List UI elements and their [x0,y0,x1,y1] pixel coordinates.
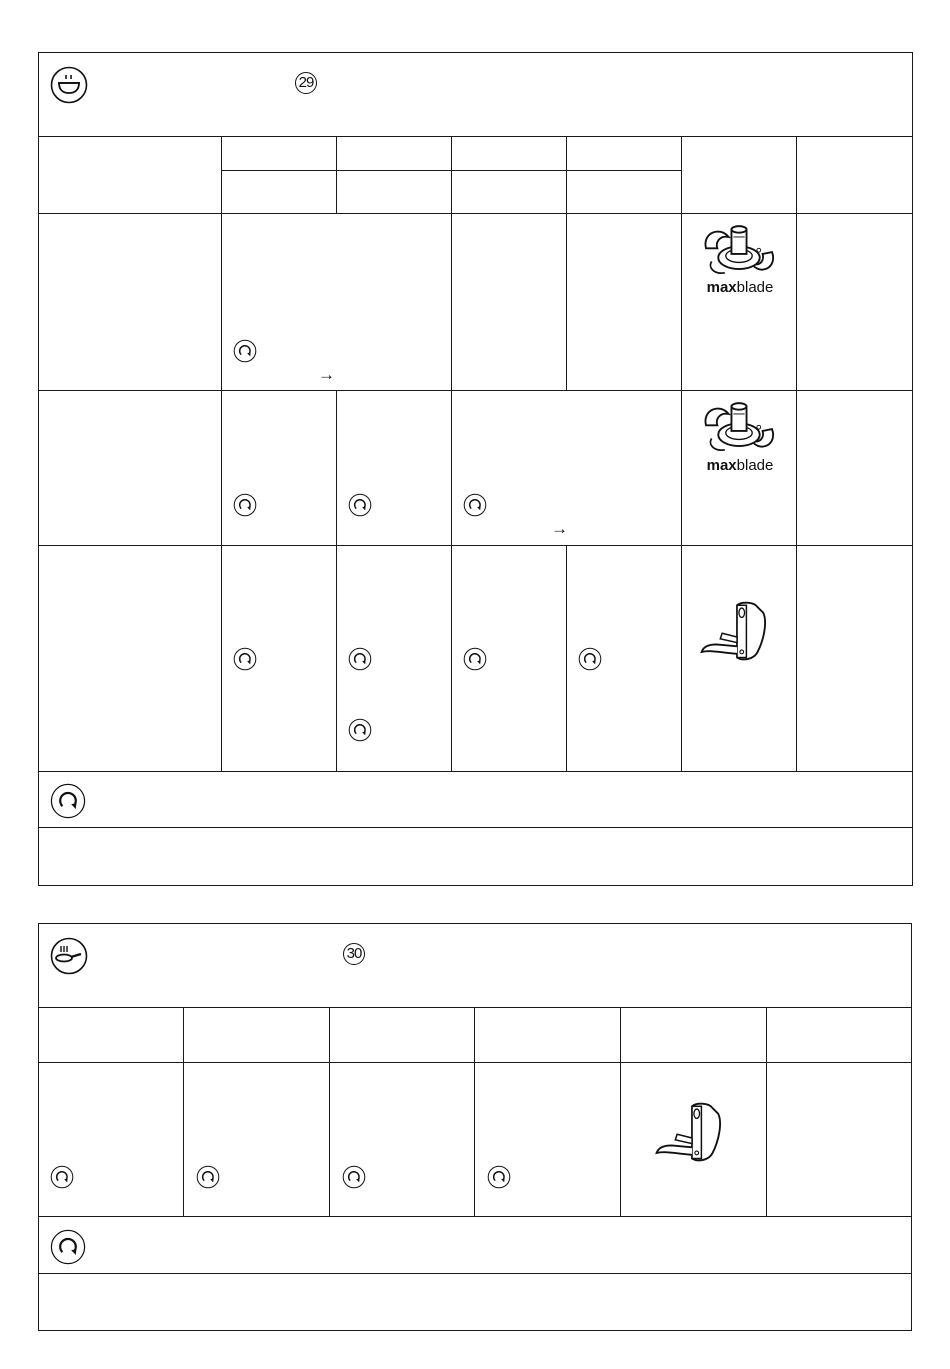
pulse-rotate-icon [348,493,372,517]
row-divider [39,545,912,546]
pulse-rotate-icon [487,1165,511,1189]
row-divider [39,827,912,828]
column-divider [183,1007,184,1216]
row-divider [39,1273,911,1274]
row-divider [39,1062,911,1063]
row-divider [39,1007,911,1008]
section-number-badge: 30 [343,943,365,965]
maxblade-logo: maxblade [706,279,774,296]
column-divider [221,136,222,771]
pulse-rotate-icon [233,647,257,671]
column-divider [329,1007,330,1216]
pulse-rotate-icon [578,647,602,671]
section-panel-pan [38,923,912,1331]
pulse-rotate-icon [463,493,487,517]
row-divider [39,213,912,214]
row-divider [39,1216,911,1217]
maxblade-logo: maxblade [706,457,774,474]
arrow-right-icon: → [318,365,335,384]
row-divider [39,390,912,391]
section-number-badge: 29 [295,72,317,94]
column-divider [566,545,567,771]
pulse-rotate-icon [348,718,372,742]
column-divider [451,136,452,771]
pulse-rotate-icon [50,783,86,819]
column-divider [681,136,682,771]
maxblade-cutter-icon [696,397,782,463]
column-divider [336,390,337,771]
pulse-rotate-icon [50,1165,74,1189]
column-divider [796,136,797,771]
pulse-rotate-icon [50,1229,86,1265]
column-divider [620,1007,621,1216]
column-divider [336,136,337,213]
pulse-rotate-icon [233,339,257,363]
bowl-icon [50,66,88,104]
pulse-rotate-icon [342,1165,366,1189]
pulse-rotate-icon [348,647,372,671]
arrow-right-icon: → [551,519,568,538]
kneading-hook-icon [651,1100,735,1176]
row-divider [39,136,912,137]
row-divider [39,771,912,772]
pulse-rotate-icon [196,1165,220,1189]
pulse-rotate-icon [233,493,257,517]
maxblade-cutter-icon [696,220,782,286]
kneading-hook-icon [696,599,780,675]
column-divider [474,1007,475,1216]
column-divider [566,136,567,390]
column-divider [766,1007,767,1216]
pan-icon [50,937,88,975]
section-panel-bowl [38,52,913,886]
pulse-rotate-icon [463,647,487,671]
